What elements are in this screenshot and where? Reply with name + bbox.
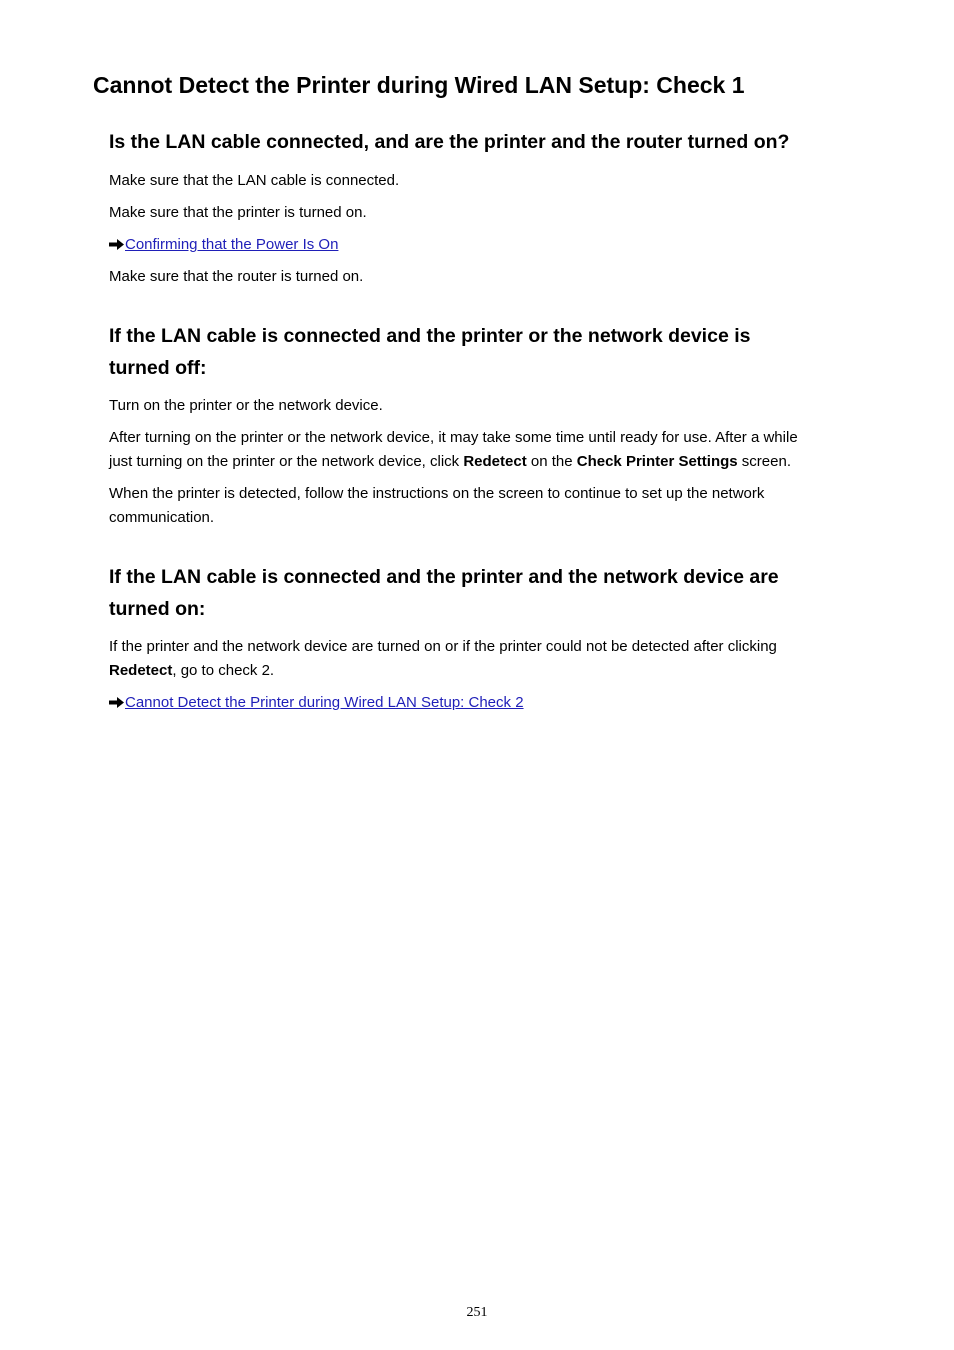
instruction-cable: Make sure that the LAN cable is connected. — [109, 172, 400, 189]
confirming-power-link[interactable]: Confirming that the Power Is On — [125, 236, 339, 253]
instruction-redetect — [109, 426, 854, 474]
page-number: 251 — [466, 1305, 488, 1320]
heading-line: turned off: — [109, 357, 207, 379]
text-line: communication. — [109, 509, 215, 526]
link-line-check-2 — [109, 691, 524, 715]
heading-line: If the LAN cable is connected and the printer and the network device are — [109, 566, 779, 588]
text-line: If the printer and the network device are turned on or if the printer could not be detected after clicking — [109, 638, 777, 655]
instruction-turn-on: Turn on the printer or the network device. — [109, 397, 383, 414]
instruction-printer-power: Make sure that the printer is turned on. — [109, 204, 367, 221]
text-line: After turning on the printer or the network device, it may take some time until ready for use. After a while — [109, 429, 798, 446]
link-line-power — [109, 233, 338, 257]
heading-line: If the LAN cable is connected and the printer or the network device is — [109, 325, 751, 347]
right-arrow-icon — [109, 239, 124, 250]
section-heading-turned-on — [109, 561, 849, 625]
section-heading-turned-off — [109, 320, 849, 384]
text-fragment: , go to check 2. — [172, 662, 275, 679]
check-printer-settings-term: Check Printer Settings — [576, 453, 738, 470]
text-fragment: screen. — [737, 453, 791, 470]
heading-line: turned on: — [109, 598, 206, 620]
page-title: Cannot Detect the Printer during Wired LAN Setup: Check 1 — [93, 72, 745, 98]
section-heading-cable-check: Is the LAN cable connected, and are the printer and the router turned on? — [109, 131, 790, 153]
text-fragment: on the — [526, 453, 577, 470]
text-fragment: just turning on the printer or the network device, click — [109, 453, 464, 470]
redetect-term: Redetect — [463, 453, 527, 470]
instruction-continue-setup — [109, 482, 854, 530]
instruction-router-power: Make sure that the router is turned on. — [109, 268, 364, 285]
check-2-link[interactable]: Cannot Detect the Printer during Wired LAN Setup: Check 2 — [125, 694, 524, 711]
redetect-term: Redetect — [109, 662, 173, 679]
right-arrow-icon — [109, 697, 124, 708]
instruction-go-to-check-2 — [109, 635, 854, 683]
text-line: When the printer is detected, follow the instructions on the screen to continue to set up the network — [109, 485, 765, 502]
